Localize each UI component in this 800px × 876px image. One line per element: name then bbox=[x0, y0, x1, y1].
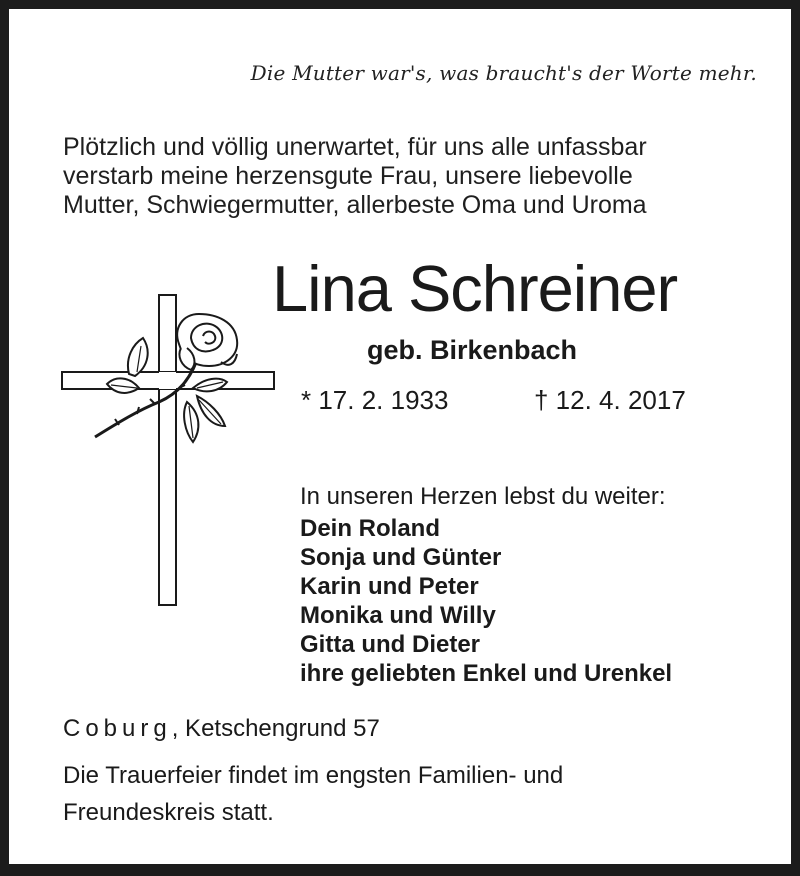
intro-line: verstarb meine herzensgute Frau, unsere liebevolle bbox=[63, 162, 633, 190]
mourner-item: Gitta und Dieter bbox=[300, 631, 481, 658]
intro-text bbox=[63, 133, 763, 220]
service-line: Freundeskreis statt. bbox=[63, 799, 274, 826]
cross-with-rose-icon bbox=[59, 292, 279, 617]
intro-line: Mutter, Schwiegermutter, allerbeste Oma und Uroma bbox=[63, 191, 647, 219]
maiden-name: geb. Birkenbach bbox=[367, 335, 578, 365]
service-line: Die Trauerfeier findet im engsten Familien- und bbox=[63, 762, 564, 789]
mourner-item: Sonja und Günter bbox=[300, 544, 502, 571]
birth-date: * 17. 2. 1933 bbox=[301, 385, 449, 415]
service-notice bbox=[63, 757, 683, 831]
intro-line: Plötzlich und völlig unerwartet, für uns alle unfassbar bbox=[63, 133, 647, 161]
mourner-item: Monika und Willy bbox=[300, 602, 496, 629]
mourner-item: Dein Roland bbox=[300, 515, 441, 542]
motto-quote: Die Mutter war's, was braucht's der Worte mehr. bbox=[250, 61, 757, 85]
deceased-name: Lina Schreiner bbox=[272, 252, 678, 325]
mourners-list bbox=[300, 514, 672, 688]
address bbox=[63, 715, 380, 743]
mourner-item: Karin und Peter bbox=[300, 573, 479, 600]
mourner-item: ihre geliebten Enkel und Urenkel bbox=[300, 660, 673, 687]
address-city: Coburg bbox=[63, 715, 172, 742]
address-street: , Ketschengrund 57 bbox=[171, 715, 380, 742]
mourners-intro: In unseren Herzen lebst du weiter: bbox=[300, 483, 666, 510]
death-date: † 12. 4. 2017 bbox=[534, 385, 686, 415]
